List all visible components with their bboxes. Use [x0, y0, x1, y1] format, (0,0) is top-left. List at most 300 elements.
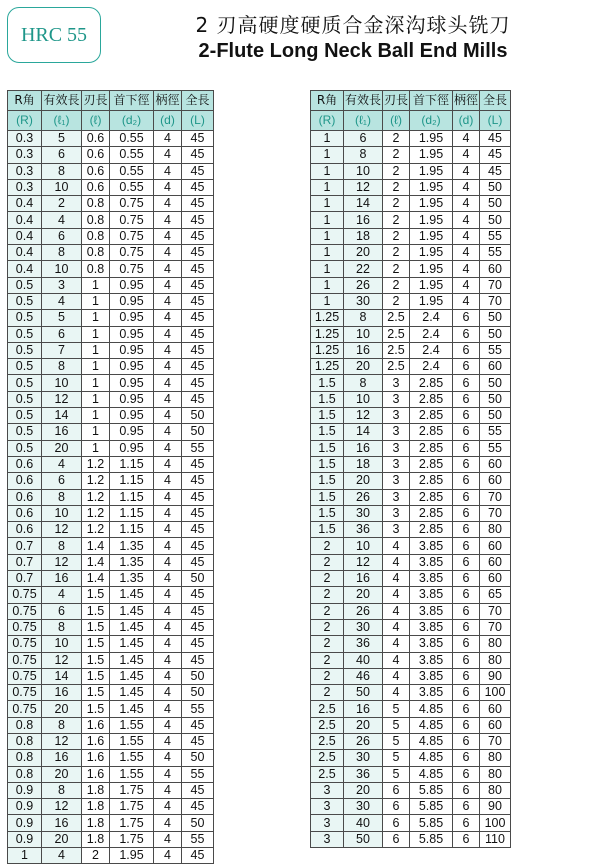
cell-overall-length: 45 — [182, 603, 214, 619]
cell-flute-length: 4 — [383, 603, 410, 619]
table-row — [311, 375, 511, 391]
cell-flute-length: 6 — [383, 799, 410, 815]
cell-shank-diameter: 6 — [453, 408, 480, 424]
cell-shank-diameter: 4 — [453, 131, 480, 147]
cell-radius: 1.5 — [311, 424, 344, 440]
table-row — [311, 391, 511, 407]
cell-effective-length: 8 — [42, 717, 82, 733]
table-row — [311, 571, 511, 587]
cell-shank-diameter: 4 — [154, 733, 182, 749]
cell-overall-length: 50 — [182, 424, 214, 440]
cell-flute-length: 1.5 — [82, 652, 110, 668]
cell-neck-diameter: 1.95 — [110, 848, 154, 864]
cell-overall-length: 45 — [182, 391, 214, 407]
cell-effective-length: 30 — [344, 619, 383, 635]
cell-shank-diameter: 6 — [453, 359, 480, 375]
cell-shank-diameter: 4 — [154, 766, 182, 782]
table-row — [311, 505, 511, 521]
cell-effective-length: 26 — [344, 277, 383, 293]
cell-neck-diameter: 1.15 — [110, 522, 154, 538]
table-row — [311, 326, 511, 342]
cell-effective-length: 20 — [42, 440, 82, 456]
cell-flute-length: 3 — [383, 522, 410, 538]
cell-flute-length: 1.5 — [82, 619, 110, 635]
cell-shank-diameter: 4 — [154, 538, 182, 554]
cell-neck-diameter: 2.85 — [410, 391, 453, 407]
cell-neck-diameter: 1.35 — [110, 554, 154, 570]
cell-flute-length: 0.6 — [82, 131, 110, 147]
cell-overall-length: 80 — [480, 652, 511, 668]
cell-radius: 1.25 — [311, 326, 344, 342]
cell-radius: 1.5 — [311, 391, 344, 407]
cell-radius: 0.7 — [8, 571, 42, 587]
cell-neck-diameter: 1.15 — [110, 489, 154, 505]
cell-flute-length: 1.8 — [82, 799, 110, 815]
cell-shank-diameter: 6 — [453, 733, 480, 749]
symbol-neck-diameter: (d₂) — [110, 111, 154, 131]
table-row — [8, 293, 214, 309]
cell-shank-diameter: 4 — [154, 603, 182, 619]
cell-radius: 1 — [311, 196, 344, 212]
cell-flute-length: 4 — [383, 685, 410, 701]
cell-overall-length: 55 — [182, 701, 214, 717]
cell-overall-length: 45 — [182, 473, 214, 489]
cell-flute-length: 1 — [82, 310, 110, 326]
cell-neck-diameter: 3.85 — [410, 652, 453, 668]
cell-radius: 0.75 — [8, 668, 42, 684]
cell-neck-diameter: 0.55 — [110, 179, 154, 195]
cell-radius: 0.9 — [8, 799, 42, 815]
cell-flute-length: 3 — [383, 505, 410, 521]
cell-flute-length: 1.2 — [82, 505, 110, 521]
table-row — [8, 848, 214, 864]
table-row — [8, 750, 214, 766]
cell-neck-diameter: 0.95 — [110, 424, 154, 440]
cell-flute-length: 0.8 — [82, 212, 110, 228]
cell-shank-diameter: 4 — [154, 522, 182, 538]
cell-effective-length: 30 — [344, 505, 383, 521]
cell-neck-diameter: 2.85 — [410, 375, 453, 391]
cell-effective-length: 8 — [344, 310, 383, 326]
table-row — [8, 717, 214, 733]
cell-radius: 0.5 — [8, 424, 42, 440]
cell-neck-diameter: 0.95 — [110, 408, 154, 424]
cell-flute-length: 1 — [82, 375, 110, 391]
cell-effective-length: 20 — [344, 245, 383, 261]
cell-radius: 0.4 — [8, 228, 42, 244]
cell-effective-length: 10 — [42, 179, 82, 195]
cell-flute-length: 4 — [383, 571, 410, 587]
header-neck-diameter: 首下徑 — [110, 91, 154, 111]
cell-effective-length: 40 — [344, 815, 383, 831]
cell-shank-diameter: 6 — [453, 652, 480, 668]
cell-shank-diameter: 6 — [453, 326, 480, 342]
table-row — [8, 619, 214, 635]
cell-overall-length: 45 — [182, 733, 214, 749]
cell-neck-diameter: 4.85 — [410, 733, 453, 749]
table-row — [311, 440, 511, 456]
cell-radius: 0.5 — [8, 293, 42, 309]
cell-flute-length: 1.8 — [82, 831, 110, 847]
hardness-badge: HRC 55 — [7, 7, 101, 63]
cell-flute-length: 2 — [383, 163, 410, 179]
cell-radius: 2 — [311, 668, 344, 684]
cell-neck-diameter: 1.55 — [110, 766, 154, 782]
cell-effective-length: 20 — [344, 359, 383, 375]
cell-overall-length: 50 — [480, 375, 511, 391]
cell-shank-diameter: 4 — [154, 636, 182, 652]
cell-shank-diameter: 4 — [453, 147, 480, 163]
cell-radius: 0.4 — [8, 245, 42, 261]
cell-overall-length: 45 — [182, 587, 214, 603]
cell-radius: 0.5 — [8, 277, 42, 293]
cell-flute-length: 2.5 — [383, 326, 410, 342]
header-flute-length: 刃長 — [383, 91, 410, 111]
symbol-shank-diameter: (d) — [154, 111, 182, 131]
cell-overall-length: 55 — [480, 424, 511, 440]
cell-effective-length: 20 — [344, 782, 383, 798]
cell-effective-length: 8 — [42, 359, 82, 375]
cell-effective-length: 12 — [42, 733, 82, 749]
cell-flute-length: 3 — [383, 473, 410, 489]
cell-effective-length: 2 — [42, 196, 82, 212]
cell-neck-diameter: 0.75 — [110, 212, 154, 228]
cell-flute-length: 4 — [383, 619, 410, 635]
cell-shank-diameter: 6 — [453, 766, 480, 782]
cell-overall-length: 45 — [182, 782, 214, 798]
cell-shank-diameter: 4 — [154, 293, 182, 309]
cell-effective-length: 4 — [42, 587, 82, 603]
cell-overall-length: 60 — [480, 261, 511, 277]
cell-flute-length: 4 — [383, 538, 410, 554]
cell-overall-length: 60 — [480, 538, 511, 554]
cell-flute-length: 4 — [383, 668, 410, 684]
table-row — [8, 733, 214, 749]
cell-flute-length: 1.4 — [82, 571, 110, 587]
cell-effective-length: 10 — [42, 505, 82, 521]
cell-neck-diameter: 3.85 — [410, 636, 453, 652]
cell-neck-diameter: 1.45 — [110, 636, 154, 652]
cell-radius: 0.9 — [8, 831, 42, 847]
table-row — [311, 473, 511, 489]
table-row — [311, 163, 511, 179]
cell-shank-diameter: 4 — [154, 587, 182, 603]
cell-effective-length: 36 — [344, 636, 383, 652]
cell-neck-diameter: 1.95 — [410, 196, 453, 212]
cell-shank-diameter: 4 — [453, 293, 480, 309]
cell-effective-length: 18 — [344, 228, 383, 244]
cell-effective-length: 50 — [344, 831, 383, 847]
cell-flute-length: 3 — [383, 391, 410, 407]
cell-radius: 0.6 — [8, 522, 42, 538]
cell-shank-diameter: 4 — [154, 619, 182, 635]
cell-overall-length: 45 — [182, 326, 214, 342]
cell-shank-diameter: 4 — [154, 228, 182, 244]
cell-flute-length: 1.2 — [82, 473, 110, 489]
cell-radius: 0.6 — [8, 505, 42, 521]
table-row — [8, 147, 214, 163]
table-row — [311, 456, 511, 472]
cell-flute-length: 6 — [383, 831, 410, 847]
cell-overall-length: 70 — [480, 603, 511, 619]
cell-radius: 0.75 — [8, 652, 42, 668]
cell-flute-length: 1 — [82, 391, 110, 407]
cell-shank-diameter: 4 — [154, 163, 182, 179]
cell-neck-diameter: 1.75 — [110, 782, 154, 798]
cell-overall-length: 50 — [480, 391, 511, 407]
cell-overall-length: 45 — [182, 489, 214, 505]
cell-effective-length: 16 — [42, 571, 82, 587]
cell-neck-diameter: 1.45 — [110, 701, 154, 717]
cell-effective-length: 30 — [344, 750, 383, 766]
cell-overall-length: 45 — [480, 163, 511, 179]
cell-overall-length: 50 — [182, 408, 214, 424]
cell-effective-length: 14 — [344, 196, 383, 212]
cell-overall-length: 45 — [182, 554, 214, 570]
cell-overall-length: 80 — [480, 522, 511, 538]
cell-radius: 0.8 — [8, 766, 42, 782]
cell-radius: 1 — [311, 277, 344, 293]
table-row — [311, 310, 511, 326]
cell-effective-length: 20 — [344, 473, 383, 489]
cell-flute-length: 3 — [383, 408, 410, 424]
cell-shank-diameter: 6 — [453, 782, 480, 798]
cell-flute-length: 2 — [383, 261, 410, 277]
cell-flute-length: 1.5 — [82, 685, 110, 701]
table-row — [8, 685, 214, 701]
cell-overall-length: 45 — [182, 228, 214, 244]
cell-shank-diameter: 4 — [154, 717, 182, 733]
cell-shank-diameter: 4 — [453, 277, 480, 293]
cell-radius: 3 — [311, 815, 344, 831]
cell-effective-length: 30 — [344, 293, 383, 309]
cell-overall-length: 110 — [480, 831, 511, 847]
cell-neck-diameter: 1.95 — [410, 293, 453, 309]
cell-effective-length: 4 — [42, 293, 82, 309]
cell-neck-diameter: 1.15 — [110, 505, 154, 521]
cell-flute-length: 5 — [383, 766, 410, 782]
table-row — [311, 831, 511, 847]
cell-effective-length: 36 — [344, 522, 383, 538]
cell-flute-length: 0.8 — [82, 196, 110, 212]
cell-effective-length: 16 — [42, 685, 82, 701]
cell-effective-length: 10 — [344, 163, 383, 179]
cell-effective-length: 16 — [344, 342, 383, 358]
cell-shank-diameter: 6 — [453, 831, 480, 847]
cell-neck-diameter: 1.45 — [110, 685, 154, 701]
cell-overall-length: 45 — [182, 799, 214, 815]
table-row — [311, 179, 511, 195]
table-row — [311, 603, 511, 619]
cell-radius: 0.8 — [8, 750, 42, 766]
page-header — [0, 0, 600, 70]
cell-overall-length: 55 — [480, 342, 511, 358]
cell-flute-length: 2 — [383, 212, 410, 228]
cell-effective-length: 8 — [42, 538, 82, 554]
cell-effective-length: 8 — [42, 163, 82, 179]
cell-overall-length: 60 — [480, 359, 511, 375]
cell-effective-length: 20 — [42, 831, 82, 847]
title-chinese: 2 刃高硬度硬质合金深沟球头铣刀 — [195, 13, 511, 37]
cell-effective-length: 10 — [42, 375, 82, 391]
cell-radius: 0.5 — [8, 326, 42, 342]
cell-overall-length: 55 — [182, 440, 214, 456]
header-flute-length: 刃長 — [82, 91, 110, 111]
cell-effective-length: 10 — [344, 538, 383, 554]
cell-radius: 1 — [311, 212, 344, 228]
cell-overall-length: 50 — [480, 408, 511, 424]
cell-flute-length: 2.5 — [383, 359, 410, 375]
cell-shank-diameter: 6 — [453, 456, 480, 472]
cell-neck-diameter: 1.45 — [110, 603, 154, 619]
cell-overall-length: 55 — [182, 831, 214, 847]
cell-radius: 1 — [311, 245, 344, 261]
cell-neck-diameter: 0.95 — [110, 293, 154, 309]
table-row — [8, 603, 214, 619]
cell-flute-length: 2 — [383, 245, 410, 261]
cell-shank-diameter: 4 — [154, 310, 182, 326]
cell-radius: 2 — [311, 587, 344, 603]
cell-neck-diameter: 0.55 — [110, 163, 154, 179]
cell-flute-length: 1 — [82, 408, 110, 424]
table-row — [311, 652, 511, 668]
cell-neck-diameter: 1.45 — [110, 668, 154, 684]
cell-overall-length: 45 — [480, 131, 511, 147]
cell-neck-diameter: 0.95 — [110, 326, 154, 342]
cell-radius: 0.7 — [8, 554, 42, 570]
cell-neck-diameter: 1.55 — [110, 733, 154, 749]
cell-shank-diameter: 4 — [154, 391, 182, 407]
cell-shank-diameter: 4 — [453, 228, 480, 244]
cell-effective-length: 12 — [344, 179, 383, 195]
cell-neck-diameter: 4.85 — [410, 717, 453, 733]
cell-neck-diameter: 1.35 — [110, 571, 154, 587]
cell-shank-diameter: 4 — [154, 554, 182, 570]
cell-shank-diameter: 4 — [453, 212, 480, 228]
table-row — [311, 131, 511, 147]
cell-shank-diameter: 4 — [154, 408, 182, 424]
cell-flute-length: 1.4 — [82, 554, 110, 570]
table-row — [8, 245, 214, 261]
cell-flute-length: 2 — [383, 179, 410, 195]
cell-flute-length: 2.5 — [383, 342, 410, 358]
cell-neck-diameter: 5.85 — [410, 782, 453, 798]
cell-overall-length: 70 — [480, 277, 511, 293]
cell-flute-length: 1 — [82, 440, 110, 456]
cell-flute-length: 2.5 — [383, 310, 410, 326]
cell-overall-length: 65 — [480, 587, 511, 603]
cell-neck-diameter: 1.95 — [410, 147, 453, 163]
cell-neck-diameter: 1.55 — [110, 717, 154, 733]
cell-overall-length: 45 — [182, 310, 214, 326]
cell-radius: 2 — [311, 554, 344, 570]
cell-effective-length: 26 — [344, 489, 383, 505]
cell-radius: 1.25 — [311, 342, 344, 358]
cell-effective-length: 26 — [344, 733, 383, 749]
cell-neck-diameter: 0.75 — [110, 261, 154, 277]
cell-shank-diameter: 4 — [154, 571, 182, 587]
cell-overall-length: 70 — [480, 619, 511, 635]
cell-radius: 2.5 — [311, 766, 344, 782]
cell-shank-diameter: 4 — [453, 245, 480, 261]
cell-neck-diameter: 0.95 — [110, 391, 154, 407]
cell-radius: 0.8 — [8, 733, 42, 749]
header-radius: R角 — [311, 91, 344, 111]
cell-shank-diameter: 6 — [453, 440, 480, 456]
table-row — [8, 571, 214, 587]
table-body — [311, 131, 511, 848]
cell-shank-diameter: 4 — [453, 179, 480, 195]
title-english: 2-Flute Long Neck Ball End Mills — [198, 40, 508, 62]
table-row — [311, 815, 511, 831]
cell-shank-diameter: 4 — [154, 473, 182, 489]
cell-neck-diameter: 1.95 — [410, 245, 453, 261]
cell-radius: 0.5 — [8, 375, 42, 391]
cell-neck-diameter: 1.95 — [410, 228, 453, 244]
cell-neck-diameter: 2.85 — [410, 489, 453, 505]
symbol-flute-length: (ℓ) — [383, 111, 410, 131]
cell-shank-diameter: 4 — [154, 131, 182, 147]
cell-effective-length: 14 — [42, 668, 82, 684]
cell-overall-length: 60 — [480, 554, 511, 570]
cell-radius: 1 — [311, 261, 344, 277]
cell-radius: 2 — [311, 685, 344, 701]
cell-neck-diameter: 5.85 — [410, 815, 453, 831]
cell-neck-diameter: 0.95 — [110, 375, 154, 391]
cell-neck-diameter: 2.85 — [410, 424, 453, 440]
table-row — [311, 766, 511, 782]
header-row — [8, 91, 214, 111]
cell-flute-length: 0.6 — [82, 179, 110, 195]
cell-flute-length: 2 — [82, 848, 110, 864]
table-row — [311, 408, 511, 424]
table-row — [8, 277, 214, 293]
cell-overall-length: 70 — [480, 505, 511, 521]
cell-radius: 1 — [311, 179, 344, 195]
cell-flute-length: 2 — [383, 131, 410, 147]
table-row — [8, 424, 214, 440]
cell-neck-diameter: 3.85 — [410, 587, 453, 603]
cell-overall-length: 55 — [480, 245, 511, 261]
cell-radius: 0.75 — [8, 636, 42, 652]
cell-radius: 0.75 — [8, 619, 42, 635]
cell-neck-diameter: 3.85 — [410, 603, 453, 619]
cell-radius: 1 — [8, 848, 42, 864]
cell-flute-length: 2 — [383, 228, 410, 244]
cell-overall-length: 100 — [480, 685, 511, 701]
symbol-effective-length: (ℓ₁) — [42, 111, 82, 131]
cell-shank-diameter: 6 — [453, 636, 480, 652]
cell-shank-diameter: 4 — [154, 375, 182, 391]
table-row — [8, 701, 214, 717]
table-row — [311, 245, 511, 261]
cell-overall-length: 45 — [182, 277, 214, 293]
symbol-row — [8, 111, 214, 131]
cell-flute-length: 1.4 — [82, 538, 110, 554]
cell-effective-length: 6 — [42, 473, 82, 489]
cell-overall-length: 50 — [480, 179, 511, 195]
cell-effective-length: 12 — [42, 554, 82, 570]
cell-overall-length: 45 — [182, 717, 214, 733]
cell-shank-diameter: 6 — [453, 538, 480, 554]
table-row — [311, 782, 511, 798]
symbol-effective-length: (ℓ₁) — [344, 111, 383, 131]
table-row — [8, 131, 214, 147]
cell-effective-length: 12 — [344, 408, 383, 424]
cell-effective-length: 20 — [42, 701, 82, 717]
table-row — [311, 277, 511, 293]
cell-overall-length: 45 — [480, 147, 511, 163]
